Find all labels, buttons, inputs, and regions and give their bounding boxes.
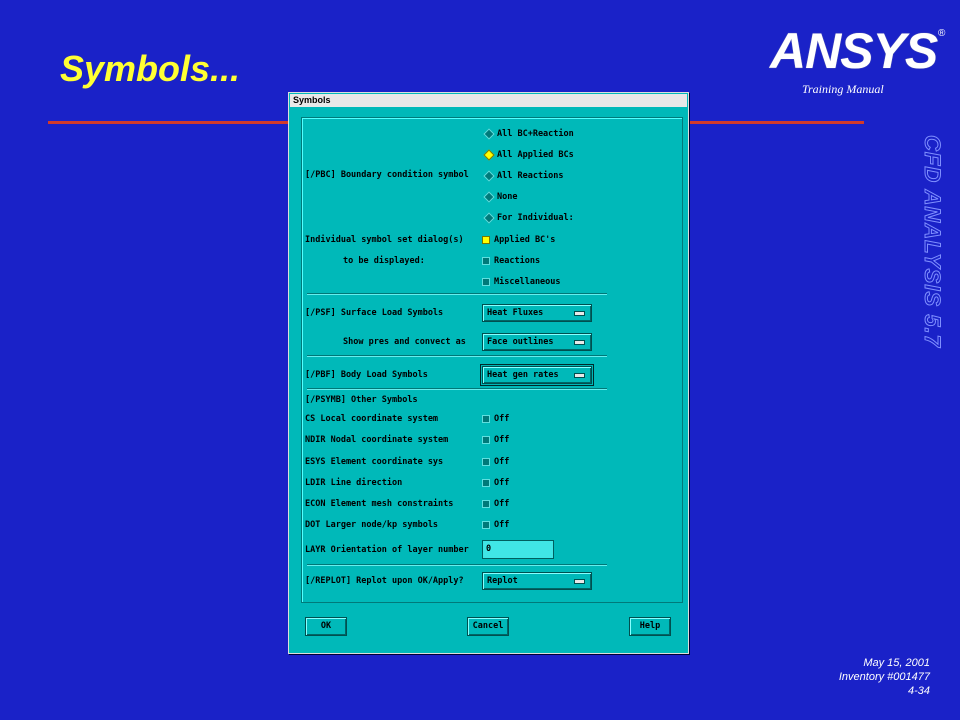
psymb-label-econ: ECON Element mesh constraints <box>305 499 454 509</box>
checkbox-applied-bcs[interactable] <box>482 236 490 244</box>
psymb-label-dot: DOT Larger node/kp symbols <box>305 520 439 530</box>
replot-dropdown[interactable] <box>482 572 592 590</box>
psymb-label-cs: CS Local coordinate system <box>305 414 439 424</box>
individual-label-2: to be displayed: <box>343 256 425 266</box>
psymb-label-ndir: NDIR Nodal coordinate system <box>305 435 449 445</box>
radio-for-individual[interactable] <box>483 212 494 223</box>
training-manual-label: Training Manual <box>802 82 884 96</box>
pbc-label: [/PBC] Boundary condition symbol <box>305 170 469 180</box>
checkbox-label-reactions[interactable]: Reactions <box>494 256 541 266</box>
radio-label-all-applied-bcs[interactable]: All Applied BCs <box>497 150 574 160</box>
checkbox-miscellaneous[interactable] <box>482 278 490 286</box>
footer-date: May 15, 2001 <box>863 657 930 669</box>
psf-label: [/PSF] Surface Load Symbols <box>305 308 444 318</box>
checkbox-label-miscellaneous[interactable]: Miscellaneous <box>494 277 561 287</box>
show-as-label: Show pres and convect as <box>343 337 466 347</box>
checkbox-label-econ[interactable]: Off <box>494 499 510 509</box>
checkbox-label-esys[interactable]: Off <box>494 457 510 467</box>
layr-input-value: 0 <box>486 544 492 554</box>
registered-mark: ® <box>938 28 946 39</box>
radio-label-all-reactions[interactable]: All Reactions <box>497 171 564 181</box>
layr-input[interactable] <box>482 540 554 559</box>
checkbox-esys[interactable] <box>482 458 490 466</box>
radio-all-bc-reaction[interactable] <box>483 128 494 139</box>
pbf-dropdown-value: Heat gen rates <box>487 370 559 380</box>
slide-title: Symbols... <box>60 48 241 89</box>
layr-label: LAYR Orientation of layer number <box>305 545 469 555</box>
logo-text: ANSYS <box>770 23 938 79</box>
checkbox-cs[interactable] <box>482 415 490 423</box>
psymb-label-esys: ESYS Element coordinate sys <box>305 457 444 467</box>
individual-label: Individual symbol set dialog(s) <box>305 235 464 245</box>
footer-page: 4-34 <box>907 685 930 697</box>
title-rule-right <box>688 121 864 124</box>
radio-all-reactions[interactable] <box>483 170 494 181</box>
radio-none[interactable] <box>483 191 494 202</box>
psf-dropdown-value: Heat Fluxes <box>487 308 544 318</box>
slide-footer <box>839 656 930 698</box>
radio-label-all-bc-reaction[interactable]: All BC+Reaction <box>497 129 574 139</box>
ok-button[interactable]: OK <box>305 617 347 636</box>
dialog-content-frame <box>301 117 683 603</box>
replot-dropdown-value: Replot <box>487 576 518 586</box>
dropdown-indicator-icon <box>574 373 585 378</box>
separator-4 <box>307 564 607 566</box>
checkbox-dot[interactable] <box>482 521 490 529</box>
show-as-dropdown[interactable] <box>482 333 592 351</box>
checkbox-label-dot[interactable]: Off <box>494 520 510 530</box>
separator-1 <box>307 293 607 295</box>
dropdown-indicator-icon <box>574 340 585 345</box>
checkbox-econ[interactable] <box>482 500 490 508</box>
symbols-dialog <box>288 92 689 654</box>
footer-inventory: Inventory #001477 <box>838 671 930 683</box>
show-as-dropdown-value: Face outlines <box>487 337 554 347</box>
ansys-logo <box>770 22 948 80</box>
side-banner-text: CFD ANALYSIS 5.7 <box>920 135 945 348</box>
dropdown-indicator-icon <box>574 579 585 584</box>
title-rule-left <box>48 121 288 124</box>
checkbox-label-ndir[interactable]: Off <box>494 435 510 445</box>
dialog-title-bar[interactable]: Symbols <box>290 94 687 107</box>
checkbox-label-applied-bcs[interactable]: Applied BC's <box>494 235 556 245</box>
radio-label-none[interactable]: None <box>497 192 518 202</box>
dropdown-indicator-icon <box>574 311 585 316</box>
radio-all-applied-bcs[interactable] <box>483 149 494 160</box>
checkbox-ndir[interactable] <box>482 436 490 444</box>
checkbox-label-ldir[interactable]: Off <box>494 478 510 488</box>
checkbox-label-cs[interactable]: Off <box>494 414 510 424</box>
replot-label: [/REPLOT] Replot upon OK/Apply? <box>305 576 464 586</box>
separator-2 <box>307 355 607 357</box>
pbf-label: [/PBF] Body Load Symbols <box>305 370 428 380</box>
cancel-button[interactable]: Cancel <box>467 617 509 636</box>
psf-dropdown[interactable] <box>482 304 592 322</box>
checkbox-reactions[interactable] <box>482 257 490 265</box>
side-banner <box>905 135 945 365</box>
psymb-label-ldir: LDIR Line direction <box>305 478 403 488</box>
help-button[interactable]: Help <box>629 617 671 636</box>
psymb-heading: [/PSYMB] Other Symbols <box>305 395 418 405</box>
radio-label-for-individual[interactable]: For Individual: <box>497 213 574 223</box>
pbf-dropdown[interactable] <box>482 366 592 384</box>
checkbox-ldir[interactable] <box>482 479 490 487</box>
separator-3 <box>307 388 607 390</box>
